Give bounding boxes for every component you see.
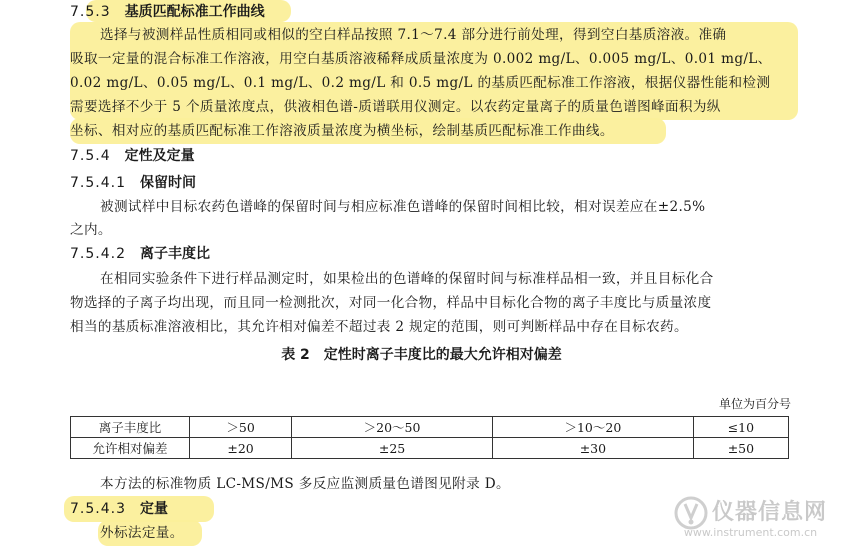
table-cell: ＞50: [190, 417, 292, 438]
paragraph-line: 被测试样中目标农药色谱峰的保留时间与相应标准色谱峰的保留时间相比较，相对误差应在±2.5%: [100, 199, 706, 215]
section-heading-7-5-4-3: [70, 499, 168, 519]
paragraph-line: 坐标、相对应的基质匹配标准工作溶液质量浓度为横坐标，绘制基质匹配标准工作曲线。: [70, 123, 614, 139]
section-title: 保留时间: [139, 175, 196, 191]
section-title: 基质匹配标准工作曲线: [124, 4, 265, 20]
table-cell: ±20: [190, 438, 292, 459]
section-title: 离子丰度比: [139, 246, 210, 262]
table-row: [71, 417, 789, 438]
paragraph-line: 相当的基质标准溶液相比，其允许相对偏差不超过表 2 规定的范围，则可判断样品中存在目标农药。: [70, 319, 688, 335]
section-number: 7.5.4.3: [70, 501, 126, 517]
table-cell: ≤10: [693, 417, 788, 438]
table-cell: ＞10～20: [492, 417, 693, 438]
table-ion-ratio: [70, 416, 789, 459]
section-number: 7.5.3: [70, 4, 111, 20]
section-heading-7-5-3: [70, 2, 265, 22]
paragraph-line: 选择与被测样品性质相同或相似的空白样品按照 7.1～7.4 部分进行前处理，得到空白基质溶液。准确: [100, 27, 727, 43]
table-cell: ±50: [693, 438, 788, 459]
table-caption: 表 2 定性时离子丰度比的最大允许相对偏差: [281, 347, 562, 363]
table-cell: ±30: [492, 438, 693, 459]
paragraph-line: 之内。: [70, 222, 112, 238]
paragraph-line: 需要选择不少于 5 个质量浓度点，供液相色谱-质谱联用仪测定。以农药定量离子的质量色谱图峰面积为纵: [70, 99, 721, 115]
section-number: 7.5.4: [70, 148, 111, 164]
table-cell: ＞20～50: [292, 417, 493, 438]
table-unit: 单位为百分号: [718, 397, 791, 411]
watermark-url: www.instrument.com.cn: [683, 526, 818, 539]
paragraph-line: 外标法定量。: [100, 525, 184, 541]
table-cell: ±25: [292, 438, 493, 459]
table-row: [71, 438, 789, 459]
instrument-logo-icon: [674, 496, 708, 530]
section-number: 7.5.4.2: [70, 246, 126, 262]
paragraph-line: 吸取一定量的混合标准工作溶液，用空白基质溶液稀释成质量浓度为 0.002 mg/L、0.005 mg/L、0.01 mg/L、: [70, 51, 772, 67]
section-title: 定性及定量: [124, 148, 195, 164]
section-title: 定量: [139, 501, 168, 517]
section-number: 7.5.4.1: [70, 175, 126, 191]
paragraph-line: 0.02 mg/L、0.05 mg/L、0.1 mg/L、0.2 mg/L 和 0.5 mg/L 的基质匹配标准工作溶液，根据仪器性能和检测: [70, 75, 771, 91]
table-cell: 允许相对偏差: [71, 438, 190, 459]
section-heading-7-5-4: [70, 146, 195, 166]
section-heading-7-5-4-1: [70, 173, 196, 193]
paragraph-line: 在相同实验条件下进行样品测定时，如果检出的色谱峰的保留时间与标准样品相一致，并且目标化合: [100, 271, 714, 287]
paragraph-line: 物选择的子离子均出现，而且同一检测批次，对同一化合物，样品中目标化合物的离子丰度比与质量浓度: [70, 295, 712, 311]
watermark: [674, 495, 827, 539]
table-cell: 离子丰度比: [71, 417, 190, 438]
appendix-note: 本方法的标准物质 LC-MS/MS 多反应监测质量色谱图见附录 D。: [100, 476, 510, 492]
section-heading-7-5-4-2: [70, 244, 210, 264]
watermark-brand: 仪器信息网: [711, 500, 827, 525]
